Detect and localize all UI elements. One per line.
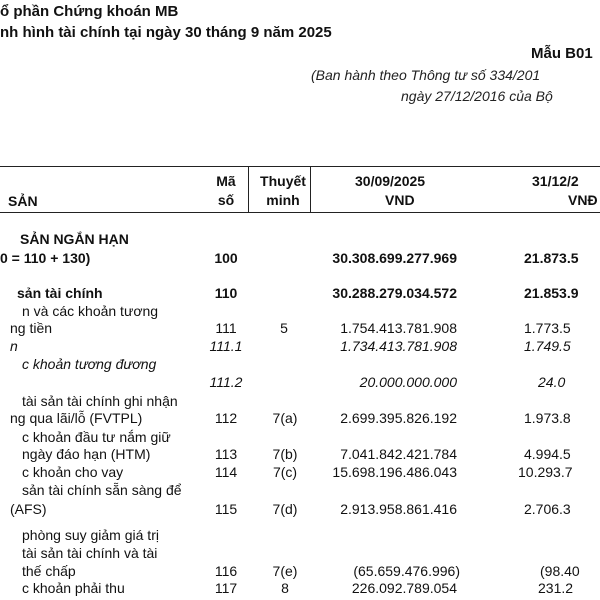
row-117-note: 8 [281, 580, 289, 596]
row-114-label: c khoản cho vay [22, 464, 124, 480]
row-111-label-1: n và các khoản tương [22, 303, 159, 319]
header-top-rule [0, 166, 600, 167]
row-115-label-1: sản tài chính sẵn sàng để [22, 482, 182, 498]
row-116-value-prior: (98.40 [540, 563, 580, 579]
row-110-code: 110 [214, 285, 238, 301]
row-100-label-2: 0 = 110 + 130) [0, 250, 91, 266]
row-114-value-prior: 10.293.7 [518, 464, 573, 480]
row-117-value-2025: 226.092.789.054 [351, 580, 457, 596]
row-111-1-value-prior: 1.749.5 [524, 338, 571, 354]
row-113-value-prior: 4.994.5 [524, 446, 571, 462]
row-116-label-3: thế chấp [22, 563, 76, 579]
row-114-value-2025: 15.698.196.486.043 [332, 464, 457, 480]
row-113-label-2: ngày đáo hạn (HTM) [22, 446, 151, 462]
row-111-1-code: 111.1 [209, 338, 243, 354]
row-112-value-2025: 2.699.395.826.192 [340, 410, 457, 426]
header-assets: SẢN [8, 193, 38, 209]
row-114-note: 7(c) [272, 464, 298, 480]
row-116-value-2025: (65.659.476.996) [353, 563, 460, 579]
header-note-line1: Thuyết [260, 173, 306, 189]
row-117-label: c khoản phải thu [22, 580, 125, 596]
header-divider-1 [248, 166, 249, 213]
row-116-code: 116 [214, 563, 238, 579]
row-100-code: 100 [214, 250, 238, 266]
row-111-2-value-prior: 24.0 [538, 374, 566, 390]
row-100-label-1: SẢN NGẮN HẠN [20, 231, 129, 247]
header-period1-date: 30/09/2025 [355, 173, 426, 189]
row-114-code: 114 [214, 464, 238, 480]
row-111-label-2: ng tiền [10, 320, 53, 336]
row-111-2-value-2025: 20.000.000.000 [359, 374, 457, 390]
statement-title: nh hình tài chính tại ngày 30 tháng 9 năm 2025 [0, 24, 332, 41]
issuance-note-line2: ngày 27/12/2016 của Bộ [401, 88, 553, 104]
header-period2-unit: VNĐ [568, 192, 598, 208]
row-112-note: 7(a) [272, 410, 298, 426]
row-111-value-2025: 1.754.413.781.908 [340, 320, 457, 336]
row-116-note: 7(e) [272, 563, 298, 579]
issuance-note-line1: (Ban hành theo Thông tư số 334/201 [311, 67, 541, 83]
row-115-value-prior: 2.706.3 [524, 501, 571, 517]
row-113-code: 113 [214, 446, 238, 462]
header-code-line2: số [217, 192, 235, 208]
header-divider-2 [310, 166, 311, 213]
row-111-2-code: 111.2 [209, 374, 243, 390]
row-110-value-prior: 21.853.9 [524, 285, 579, 301]
row-111-1-value-2025: 1.734.413.781.908 [340, 338, 457, 354]
row-115-value-2025: 2.913.958.861.416 [340, 501, 457, 517]
row-115-note: 7(d) [272, 501, 298, 517]
row-113-value-2025: 7.041.842.421.784 [340, 446, 457, 462]
row-115-label-2: (AFS) [10, 501, 47, 517]
row-112-value-prior: 1.973.8 [524, 410, 571, 426]
row-113-note: 7(b) [272, 446, 298, 462]
form-code: Mẫu B01 [531, 45, 593, 62]
row-116-label-2: tài sản tài chính và tài [22, 545, 158, 561]
company-name: ổ phần Chứng khoán MB [0, 3, 179, 20]
row-112-label-2: ng qua lãi/lỗ (FVTPL) [10, 410, 143, 426]
header-code-line1: Mã [216, 173, 236, 189]
header-note-line2: minh [266, 192, 300, 208]
row-110-value-2025: 30.288.279.034.572 [332, 285, 457, 301]
header-period2-date: 31/12/2 [532, 173, 579, 189]
row-111-value-prior: 1.773.5 [524, 320, 571, 336]
row-117-code: 117 [214, 580, 238, 596]
row-112-label-1: tài sản tài chính ghi nhận [22, 393, 178, 409]
row-111-1-label: n [10, 338, 18, 354]
row-116-label-1: phòng suy giảm giá trị [22, 527, 159, 543]
header-period1-unit: VND [385, 192, 415, 208]
row-110-label: sản tài chính [17, 285, 103, 301]
row-113-label-1: c khoản đầu tư nắm giữ [22, 429, 171, 445]
row-117-value-prior: 231.2 [538, 580, 574, 596]
header-bottom-rule [0, 212, 600, 213]
row-111-note: 5 [280, 320, 288, 336]
row-100-value-2025: 30.308.699.277.969 [332, 250, 457, 266]
row-100-value-prior: 21.873.5 [524, 250, 579, 266]
row-112-code: 112 [214, 410, 238, 426]
row-111-code: 111 [215, 320, 237, 336]
row-115-code: 115 [214, 501, 238, 517]
row-111-2-label: c khoản tương đương [22, 356, 157, 372]
